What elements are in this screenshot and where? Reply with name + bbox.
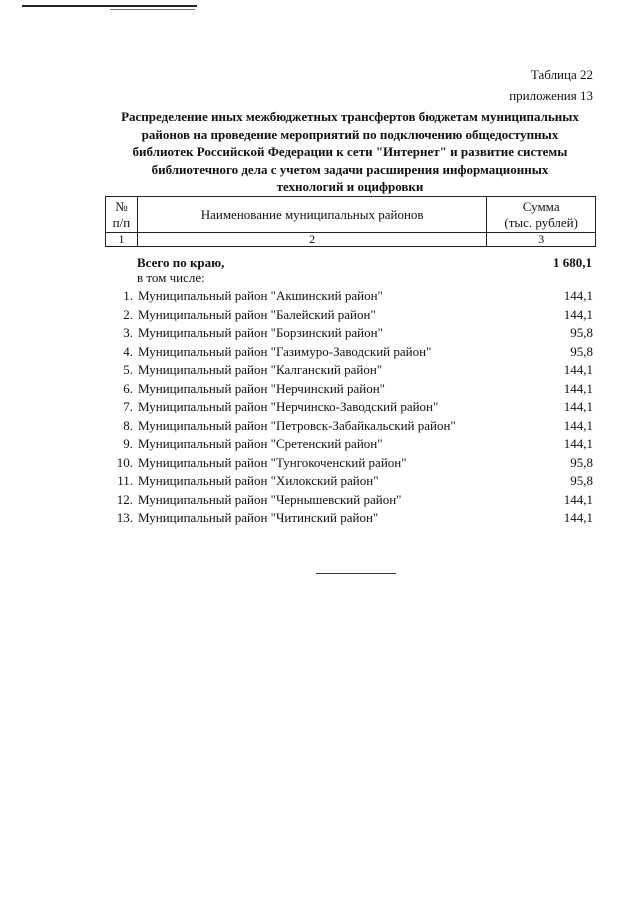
row-number: 10. [116, 454, 133, 470]
top-decorative-rule-thin [110, 9, 195, 10]
district-name: Муниципальный район "Тунгокоченский район" [138, 454, 407, 470]
row-number: 9. [123, 436, 133, 451]
row-amount: 144,1 [563, 380, 593, 396]
title-line: Распределение иных межбюджетных трансфертов бюджетам муниципальных [121, 109, 579, 124]
table-row [105, 454, 593, 473]
row-amount: 144,1 [563, 510, 593, 525]
row-number: 8. [123, 417, 133, 433]
header-sum-label: Сумма [522, 198, 560, 214]
header-cell-sum [487, 197, 596, 233]
column-index-row [106, 233, 596, 247]
row-number: 12. [116, 491, 133, 507]
top-decorative-rule [22, 5, 197, 7]
district-name: Муниципальный район "Хилокский район" [138, 473, 379, 488]
table-row [105, 287, 593, 306]
table-row [105, 509, 593, 528]
row-amount: 144,1 [563, 399, 593, 414]
column-index-1: 1 [106, 233, 138, 247]
row-number: 1. [123, 288, 133, 303]
row-amount: 144,1 [563, 306, 593, 322]
row-amount: 144,1 [563, 417, 593, 433]
district-name: Муниципальный район "Сретенский район" [138, 436, 383, 451]
row-amount: 95,8 [570, 454, 593, 470]
column-index-2: 2 [137, 233, 486, 247]
district-name: Муниципальный район "Нерчинско-Заводский район" [138, 399, 439, 414]
row-number: 2. [123, 306, 133, 322]
document-title [100, 108, 600, 196]
total-label: Всего по краю, [137, 255, 225, 270]
row-number: 13. [116, 510, 133, 525]
row-number: 3. [123, 325, 133, 340]
column-index-3: 3 [487, 233, 596, 247]
title-line: районов на проведение мероприятий по подключению общедоступных [141, 126, 559, 142]
table-row [105, 343, 593, 362]
table-row [105, 398, 593, 417]
title-line: библиотек Российской Федерации к сети "Интернет" и развитие системы [132, 144, 568, 159]
row-number: 7. [123, 399, 133, 414]
row-amount: 144,1 [563, 491, 593, 507]
row-number: 5. [123, 362, 133, 377]
header-sum-unit: (тыс. рублей) [504, 214, 578, 230]
title-line: технологий и оцифровки [276, 179, 424, 194]
table-row [105, 361, 593, 380]
table-header [105, 196, 596, 247]
total-value: 1 680,1 [553, 255, 592, 270]
table-row [105, 417, 593, 436]
title-line: библиотечного дела с учетом задачи расширения информационных [151, 161, 549, 177]
row-number: 11. [117, 473, 133, 488]
header-number-sublabel: п/п [112, 214, 131, 230]
header-cell-name: Наименование муниципальных районов [137, 197, 486, 233]
district-name: Муниципальный район "Балейский район" [138, 306, 376, 322]
district-name: Муниципальный район "Борзинский район" [138, 325, 383, 340]
header-number-label: № [115, 198, 128, 214]
row-number: 4. [123, 343, 133, 359]
including-label: в том числе: [137, 270, 205, 285]
end-divider [316, 573, 396, 574]
district-name: Муниципальный район "Петровск-Забайкальский район" [138, 417, 456, 433]
row-amount: 95,8 [570, 473, 593, 488]
table-reference: Таблица 22 [530, 67, 593, 82]
table-row [105, 324, 593, 343]
row-amount: 95,8 [570, 343, 593, 359]
header-row [106, 197, 596, 233]
row-number: 6. [123, 380, 133, 396]
district-name: Муниципальный район "Газимуро-Заводский район" [138, 343, 432, 359]
header-cell-number [106, 197, 138, 233]
table-row [105, 306, 593, 325]
row-amount: 144,1 [563, 436, 593, 451]
district-name: Муниципальный район "Читинский район" [138, 510, 379, 525]
district-name: Муниципальный район "Акшинский район" [138, 288, 383, 303]
table-row [105, 380, 593, 399]
district-name: Муниципальный район "Чернышевский район" [138, 491, 402, 507]
row-amount: 144,1 [563, 362, 593, 377]
row-amount: 95,8 [570, 325, 593, 340]
district-list [105, 287, 593, 528]
appendix-reference: приложения 13 [509, 88, 593, 103]
table-row [105, 491, 593, 510]
table-row [105, 435, 593, 454]
district-name: Муниципальный район "Калганский район" [138, 362, 383, 377]
row-amount: 144,1 [563, 288, 593, 303]
table-row [105, 472, 593, 491]
district-name: Муниципальный район "Нерчинский район" [138, 380, 385, 396]
